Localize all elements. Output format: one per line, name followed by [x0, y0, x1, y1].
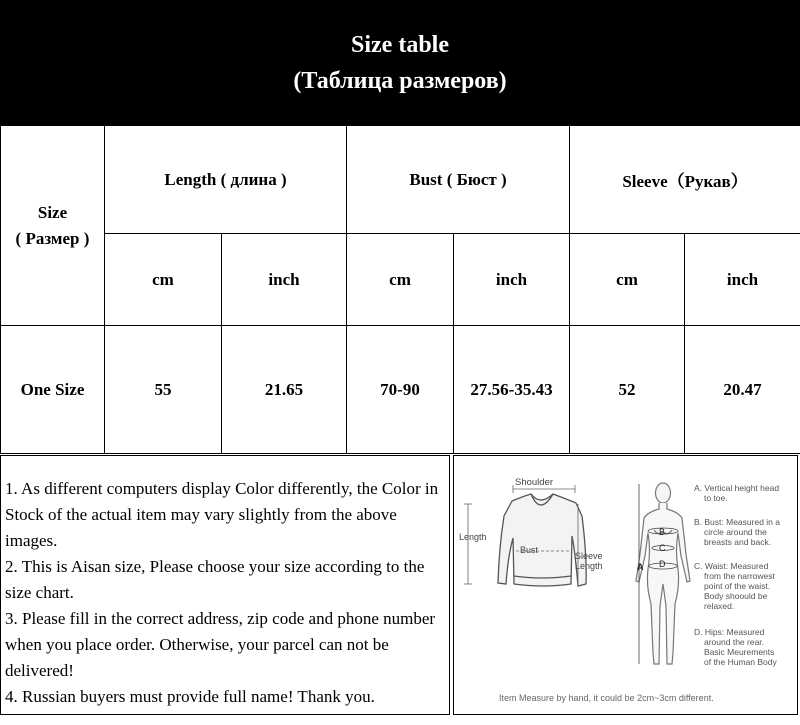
units-row — [1, 234, 800, 326]
marker-c: C — [659, 543, 666, 553]
legend-line: of the Human Body — [704, 657, 777, 667]
page-header — [0, 0, 800, 125]
size-header-label-ru: ( Размер ) — [15, 228, 90, 248]
garment-sketch-icon — [498, 494, 586, 586]
legend-line: Body shoould be — [704, 591, 768, 601]
table-row — [1, 326, 800, 454]
note-item: 2. This is Aisan size, Please choose your size according to the size chart. — [5, 557, 425, 602]
bust-header: Bust ( Бюст ) — [347, 126, 570, 234]
unit-cell: cm — [347, 234, 454, 326]
notes-box — [0, 455, 450, 715]
value-cell: 27.56-35.43 — [454, 326, 570, 454]
note-item: 3. Please fill in the correct address, zip code and phone number when you place order. Otherwise, your parcel can not be delivered! — [5, 609, 436, 680]
legend-line: D. Hips: Measured — [694, 627, 765, 637]
legend-line: circle around the — [704, 527, 767, 537]
row-label: One Size — [1, 326, 105, 454]
size-header-cell — [1, 126, 105, 326]
legend-line: to toe. — [704, 493, 728, 503]
diagram-footnote: Item Measure by hand, it could be 2cm~3cm different. — [499, 693, 714, 703]
unit-cell: inch — [222, 234, 347, 326]
sleeve-label-2: Length — [575, 561, 603, 571]
bust-label: Bust — [520, 545, 539, 555]
sleeve-label: Sleeve — [575, 551, 603, 561]
length-label: Length — [459, 532, 487, 542]
value-cell: 70-90 — [347, 326, 454, 454]
note-item: 4. Russian buyers must provide full name! Thank you. — [5, 687, 375, 706]
legend-line: point of the waist. — [704, 581, 771, 591]
measurement-legend — [694, 483, 780, 667]
diagram-svg — [454, 456, 797, 714]
page-title: Size table — [351, 31, 449, 58]
shoulder-label: Shoulder — [515, 477, 554, 488]
table-header-row — [1, 126, 800, 234]
marker-d: D — [659, 559, 666, 569]
marker-a: A — [637, 562, 644, 572]
body-figure-icon — [636, 483, 690, 664]
measurement-diagram — [453, 455, 798, 715]
legend-line: relaxed. — [704, 601, 735, 611]
legend-line: B. Bust: Measured in a — [694, 517, 780, 527]
size-header-label: Size — [37, 202, 68, 222]
legend-line: Basic Meurements — [704, 647, 775, 657]
unit-cell: inch — [454, 234, 570, 326]
legend-line: from the narrowest — [704, 571, 775, 581]
unit-cell: cm — [570, 234, 685, 326]
legend-line: breasts and back. — [704, 537, 772, 547]
size-table — [0, 125, 800, 454]
length-header: Length ( длина ) — [105, 126, 347, 234]
note-item: 1. As different computers display Color differently, the Color in Stock of the actual item may vary slightly from the above images. — [5, 479, 439, 550]
value-cell: 20.47 — [685, 326, 800, 454]
unit-cell: inch — [685, 234, 800, 326]
page-subtitle: (Таблица размеров) — [293, 67, 507, 94]
value-cell: 55 — [105, 326, 222, 454]
legend-line: A. Vertical height head — [694, 483, 780, 493]
legend-line: around the rear. — [704, 637, 765, 647]
marker-b: B — [659, 527, 666, 537]
sleeve-header: Sleeve（Рукав） — [570, 126, 800, 234]
value-cell: 21.65 — [222, 326, 347, 454]
value-cell: 52 — [570, 326, 685, 454]
unit-cell: cm — [105, 234, 222, 326]
legend-line: C. Waist: Measured — [694, 561, 769, 571]
